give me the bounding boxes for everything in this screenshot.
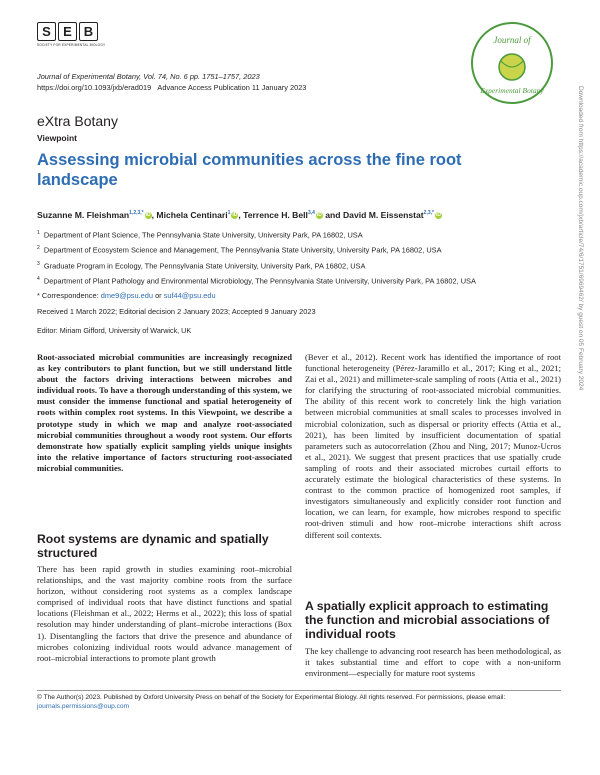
author-name: Michela Centinari bbox=[156, 210, 228, 220]
affiliation-num: 4 bbox=[37, 276, 40, 283]
body-text-right: (Bever et al., 2012). Recent work has identified the importance of root functional heterogeneity (Pérez-Jaramillo et al., 2017; King et al., 2021; Zai et al., 2021) and millimeter-scale sampling of roots (Attia et al., 2021) for clarifying the structuring of root-associated microbial communities. The ability of this recent work to concretely link the high variation between microbial communities at small scales to processes involved in microbial colonization, such as dispersal or priority effects (Attia et al., 2021), has been limited by insufficient documentation of spatial parameters such as autocorrelation (Zhou and Ning, 2017; Munoz-Ucros et al., 2021). We suggest that present practices that use spatially crude sampling of roots and their associated microbes curtail efforts to accurately estimate the biological characteristics of these systems. In contrast to the common practice of homogenized root samples, if investigators simultaneously and explicitly consider root function and location, we can learn, for example, how microbes respond to specific root-driven stimuli and how root–microbe interactions shift across different soil contexts. bbox=[305, 352, 561, 540]
seb-logo-letter: B bbox=[79, 22, 98, 41]
citation-doi-line bbox=[37, 83, 306, 94]
seb-logo-subtitle: SOCIETY FOR EXPERIMENTAL BIOLOGY bbox=[37, 43, 106, 47]
advance-access: Advance Access Publication 11 January 2023 bbox=[157, 82, 307, 92]
section-label: eXtra Botany bbox=[37, 113, 118, 129]
author-name: Suzanne M. Fleishman bbox=[37, 210, 130, 220]
correspondence-email[interactable]: dme9@psu.edu bbox=[100, 290, 153, 300]
seb-logo-letter: S bbox=[37, 22, 56, 41]
section2-text: The key challenge to advancing root research has been methodological, as it takes substantial time and effort to cope with a non-uniform environment—especially for mature root systems bbox=[305, 646, 561, 679]
affiliation-num: 2 bbox=[37, 245, 40, 252]
orcid-icon[interactable]: iD bbox=[435, 212, 441, 219]
author-name: Terrence H. Bell bbox=[243, 210, 308, 220]
abstract: Root-associated microbial communities are increasingly recognized as key contributors to plant function, but we still understand little about the factors driving interactions between microbes and individual roots. To have a thorough understanding of this system, we must consider the immense functional and spatial heterogeneity of roots within complex root systems. In this Viewpoint, we describe a prototype study in which we map and analyze root-associated microbial communities throughout a woody root system. Our efforts demonstrate how spatially explicit sampling yields unique insights into the relative importance of factors structuring root-associated microbial communities. bbox=[37, 352, 292, 473]
editor-line: Editor: Miriam Gifford, University of Warwick, UK bbox=[37, 326, 192, 335]
affiliation-text: Department of Plant Pathology and Environmental Microbiology, The Pennsylvania State University, University Park, PA 16802, USA bbox=[43, 276, 476, 286]
affiliation-num: 3 bbox=[37, 260, 40, 267]
footer-copyright bbox=[37, 693, 561, 711]
author-sup: 1,2,3,* bbox=[129, 210, 144, 217]
section1-text: There has been rapid growth in studies examining root–microbial relationships, and the vast majority combine roots from the surface horizon, without considering root systems as a complex landscape comprised of individual roots that have distinct functions and spatial locations (Fleishman et al., 2022; Herms et al., 2022); this loss of spatial resolution may hinder understanding of plant–microbe interactions (Box 1). Disentangling the factors that drive the presence and abundance of microbes colonizing individual roots would advance management of root–microbial interactions to promote plant growth bbox=[37, 564, 292, 663]
orcid-icon[interactable]: iD bbox=[145, 212, 151, 219]
author-name: David M. Eissenstat bbox=[342, 210, 424, 220]
footer-text: © The Author(s) 2023. Published by Oxford University Press on behalf of the Society for Experimental Biology. All rights reserved. For permissions, please email: bbox=[37, 694, 506, 701]
section1-heading: Root systems are dynamic and spatially structured bbox=[37, 532, 269, 560]
affiliation-text: Department of Plant Science, The Pennsylvania State University, University Park, PA 16802, USA bbox=[43, 230, 363, 240]
affiliations bbox=[37, 228, 557, 301]
affiliation bbox=[37, 259, 557, 271]
affiliation-text: Department of Ecosystem Science and Management, The Pennsylvania State University, University Park, PA 16802, USA bbox=[43, 245, 442, 255]
doi-link[interactable]: https://doi.org/10.1093/jxb/erad019 bbox=[37, 82, 152, 92]
received-dates: Received 1 March 2022; Editorial decision 2 January 2023; Accepted 9 January 2023 bbox=[37, 307, 316, 316]
download-watermark: Downloaded from https://academic.oup.com/jxb/article/74/6/1751/6969462/ by guest on 05 February 2024 bbox=[577, 86, 584, 391]
correspondence-email[interactable]: suf44@psu.edu bbox=[163, 290, 216, 300]
author-sup: 3,4 bbox=[307, 210, 315, 217]
svg-text:Experimental Botany: Experimental Botany bbox=[480, 86, 544, 95]
author-separator: , bbox=[151, 210, 155, 220]
author-separator: and bbox=[325, 210, 341, 220]
footer-email[interactable]: journals.permissions@oup.com bbox=[37, 703, 130, 710]
seb-logo-letter: E bbox=[58, 22, 77, 41]
footer-rule bbox=[37, 690, 561, 691]
correspondence-or: or bbox=[155, 290, 162, 300]
author-sup: 2,3,* bbox=[423, 210, 434, 217]
citation-journal: Journal of Experimental Botany, Vol. 74, No. 6 pp. 1751–1757, 2023 bbox=[37, 72, 260, 81]
author-separator: , bbox=[238, 210, 241, 220]
affiliation-text: Graduate Program in Ecology, The Pennsylvania State University, University Park, PA 16802, USA bbox=[43, 261, 366, 271]
journal-seal-logo bbox=[470, 21, 554, 105]
orcid-icon[interactable]: iD bbox=[316, 212, 322, 219]
article-title: Assessing microbial communities across the fine root landscape bbox=[37, 151, 462, 189]
seb-logo bbox=[37, 22, 105, 47]
orcid-icon[interactable]: iD bbox=[232, 212, 238, 219]
section2-heading: A spatially explicit approach to estimating the function and microbial associations of individual roots bbox=[305, 599, 550, 641]
affiliation bbox=[37, 274, 557, 286]
author-sup: 1 bbox=[227, 210, 231, 217]
correspondence-label: * Correspondence: bbox=[37, 290, 99, 300]
affiliation-num: 1 bbox=[37, 230, 40, 236]
affiliation bbox=[37, 243, 557, 255]
citation-line bbox=[37, 72, 306, 93]
affiliation bbox=[37, 228, 557, 240]
article-type: Viewpoint bbox=[37, 133, 77, 143]
svg-text:Journal of: Journal of bbox=[493, 35, 531, 45]
correspondence bbox=[37, 291, 557, 301]
author-list bbox=[37, 210, 442, 220]
